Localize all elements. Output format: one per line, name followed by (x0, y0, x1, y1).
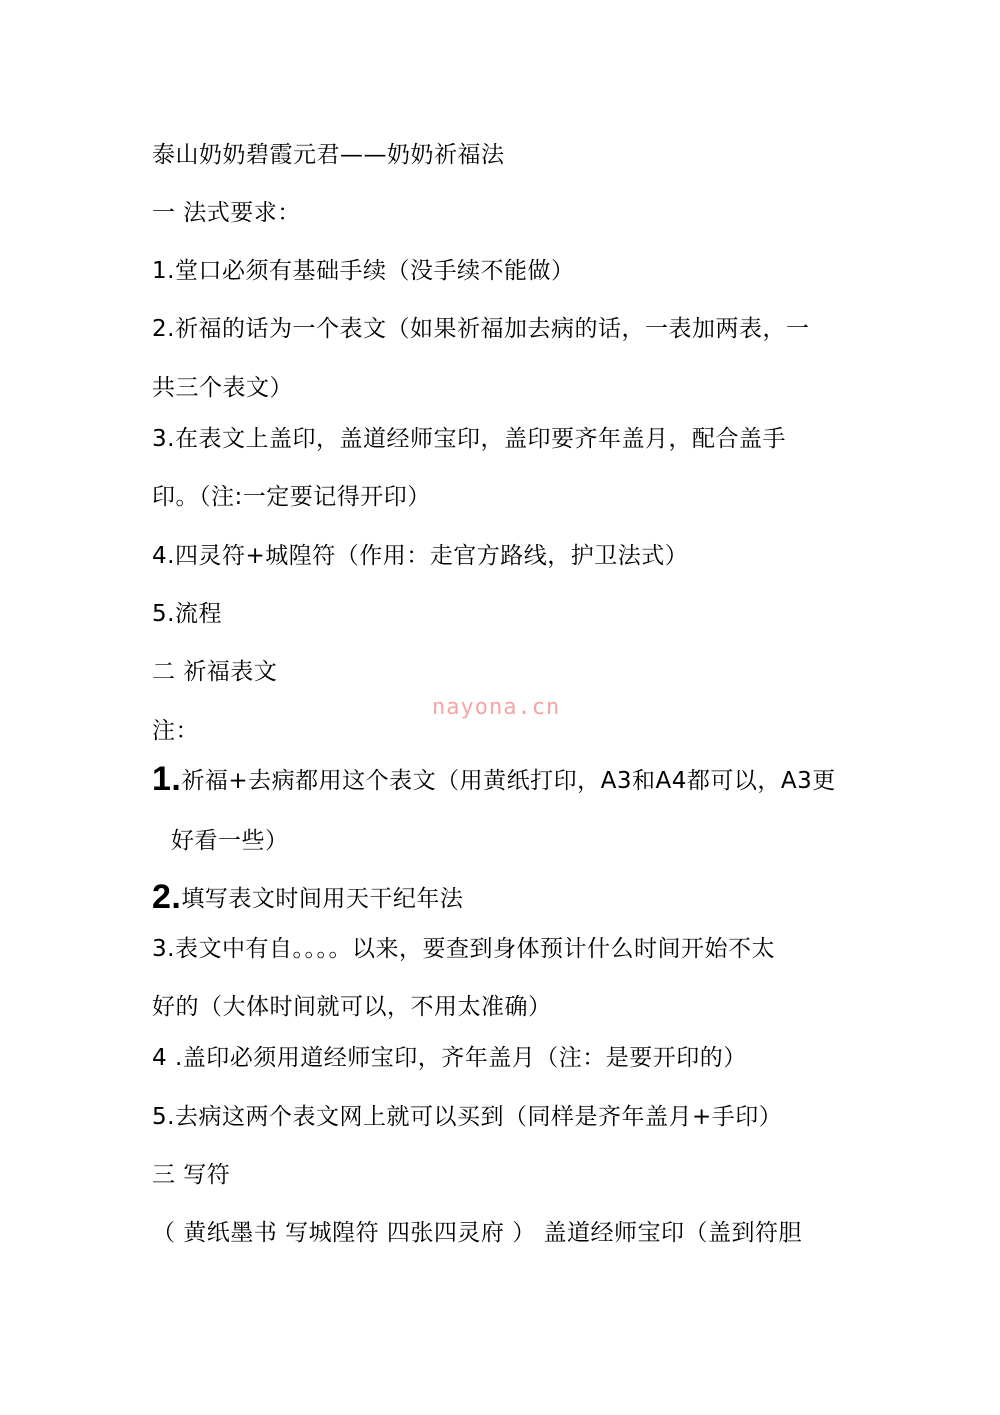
requirement-item-5: 5.流程 (152, 601, 222, 627)
requirement-item-2-line-1: 2.祈福的话为一个表文（如果祈福加去病的话，一表加两表，一 (152, 316, 810, 342)
talisman-line-1: （ 黄纸墨书 写城隍符 四张四灵府 ） 盖道经师宝印（盖到符胆 (152, 1220, 803, 1246)
note-item-1-number: 1. (152, 760, 182, 798)
note-item-1-text: 祈福+去病都用这个表文（用黄纸打印，A3和A4都可以，A3更 (181, 768, 836, 794)
document-title: 泰山奶奶碧霞元君——奶奶祈福法 (152, 142, 505, 168)
requirement-item-4: 4.四灵符+城隍符（作用：走官方路线，护卫法式） (152, 543, 689, 569)
requirement-item-3-line-2: 印。（注:一定要记得开印） (152, 484, 431, 510)
note-item-2 (152, 878, 464, 916)
note-label: 注： (152, 718, 199, 744)
note-item-4: 4 .盖印必须用道经师宝印，齐年盖月（注：是要开印的） (152, 1045, 747, 1071)
requirement-item-1: 1.堂口必须有基础手续（没手续不能做） (152, 258, 575, 284)
note-item-2-text: 填写表文时间用天干纪年法 (181, 886, 464, 912)
note-item-2-number: 2. (152, 878, 182, 916)
section-heading-talisman: 三 写符 (152, 1162, 231, 1188)
requirement-item-2-line-2: 共三个表文） (152, 375, 293, 401)
requirement-item-3-line-1: 3.在表文上盖印，盖道经师宝印，盖印要齐年盖月，配合盖手 (152, 426, 786, 452)
note-item-1-line-1 (152, 760, 836, 798)
watermark: nayona.cn (432, 695, 561, 720)
note-item-5: 5.去病这两个表文网上就可以买到（同样是齐年盖月+手印） (152, 1104, 783, 1130)
note-item-1-line-2: 好看一些） (171, 828, 289, 854)
section-heading-petition: 二 祈福表文 (152, 659, 278, 685)
note-item-3-line-2: 好的（大体时间就可以，不用太准确） (152, 994, 552, 1020)
note-item-3-line-1: 3.表文中有自。。。。以来，要查到身体预计什么时间开始不太 (152, 936, 775, 962)
section-heading-requirements: 一 法式要求： (152, 200, 301, 226)
